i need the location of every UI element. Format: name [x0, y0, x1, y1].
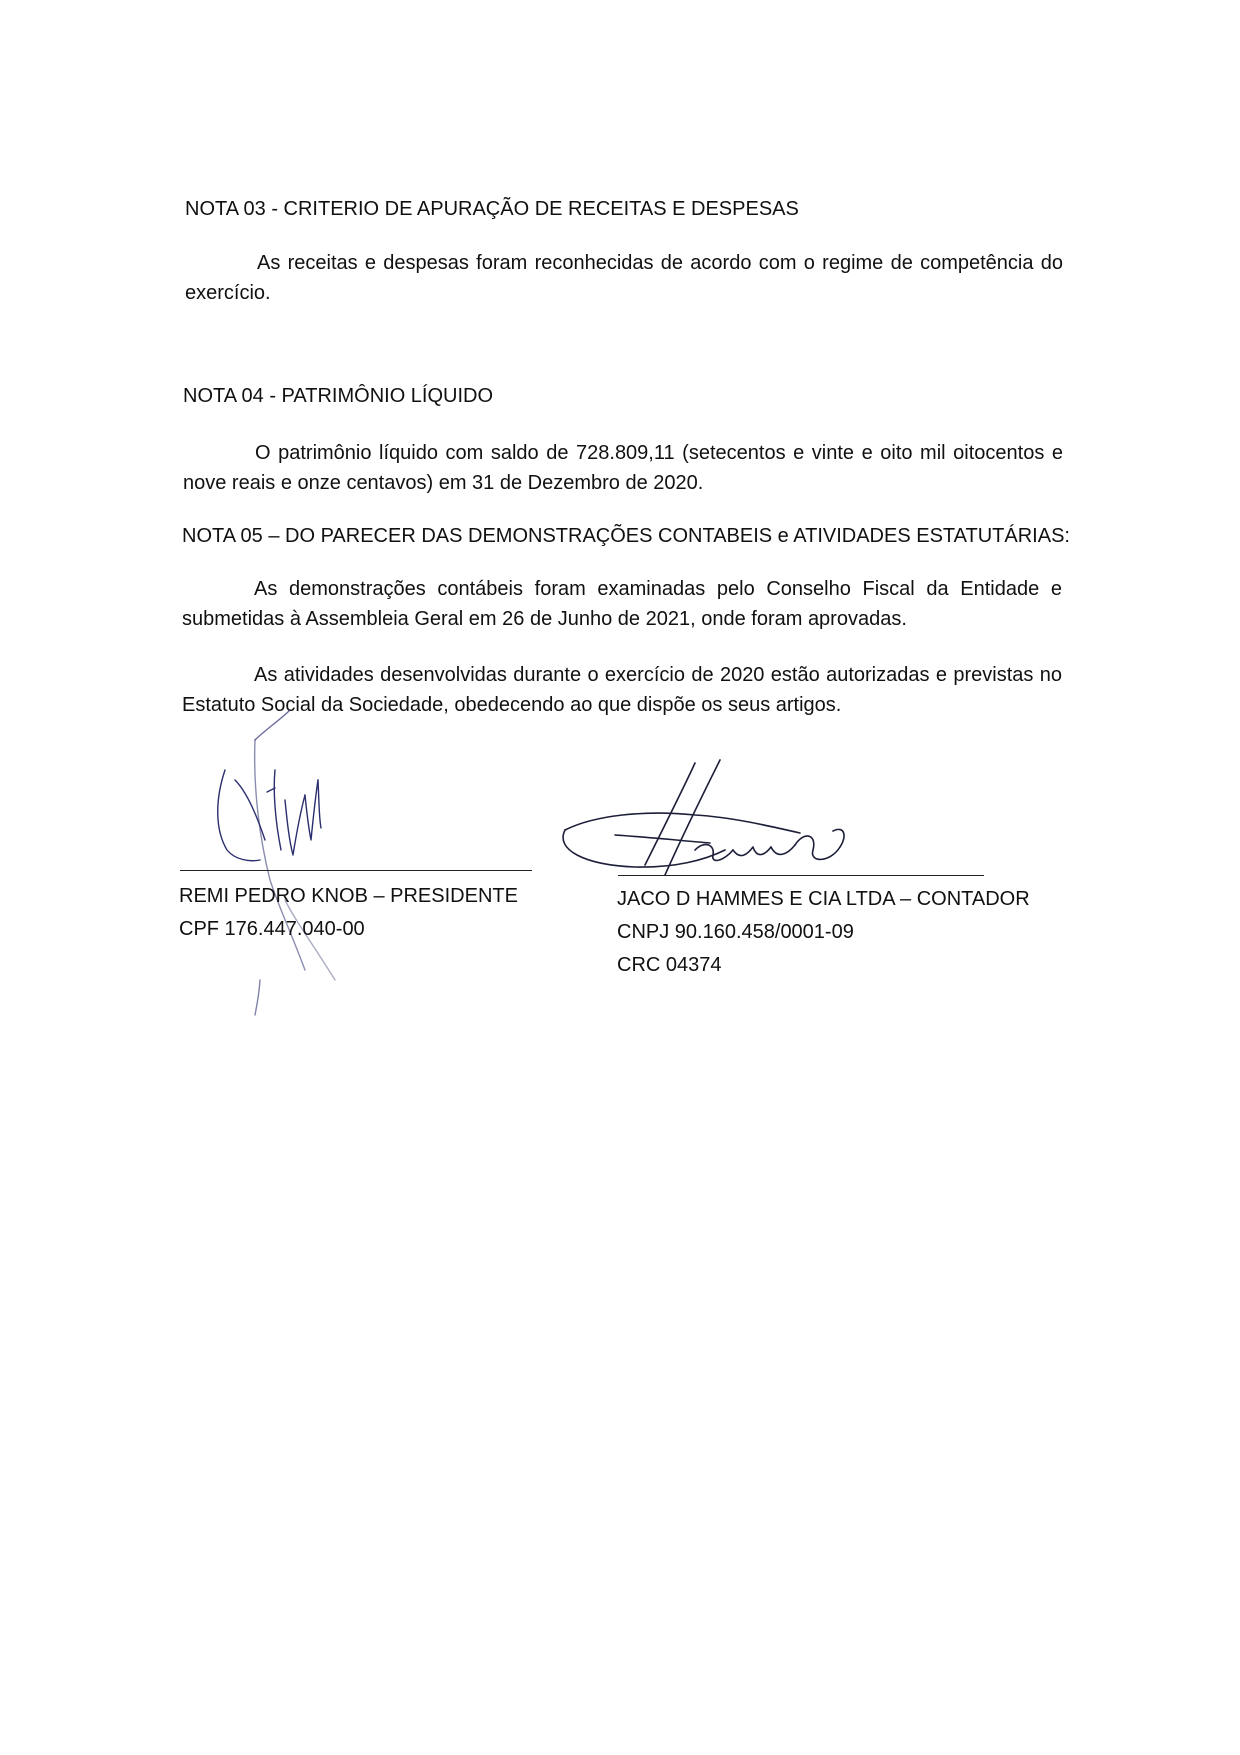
note-05-paragraph-1: As demonstrações contábeis foram examinadas pelo Conselho Fiscal da Entidade e submetidas à Assembleia Geral em 26 de Junho de 2021, onde foram aprovadas.: [182, 578, 1062, 630]
note-05-paragraph-2: As atividades desenvolvidas durante o exercício de 2020 estão autorizadas e previstas no Estatuto Social da Sociedade, obedecendo ao que dispõe os seus artigos.: [182, 664, 1062, 716]
president-signature: [215, 700, 365, 1020]
note-03-heading: NOTA 03 - CRITERIO DE APURAÇÃO DE RECEITAS E DESPESAS: [185, 198, 799, 220]
note-03-paragraph: As receitas e despesas foram reconhecidas de acordo com o regime de competência do exercício.: [185, 252, 1063, 304]
president-cpf: CPF 176.447.040-00: [179, 918, 365, 940]
president-name-role: REMI PEDRO KNOB – PRESIDENTE: [179, 885, 518, 907]
note-05-heading: NOTA 05 – DO PARECER DAS DEMONSTRAÇÕES CONTABEIS e ATIVIDADES ESTATUTÁRIAS:: [182, 525, 1070, 547]
accountant-cnpj: CNPJ 90.160.458/0001-09: [617, 921, 854, 943]
note-04-paragraph: O patrimônio líquido com saldo de 728.809,11 (setecentos e vinte e oito mil oitocentos e nove reais e onze centavos) em 31 de Dezembro de 2020.: [183, 442, 1063, 494]
note-04-heading: NOTA 04 - PATRIMÔNIO LÍQUIDO: [183, 385, 494, 407]
president-signature-line: [180, 870, 532, 871]
accountant-crc: CRC 04374: [617, 954, 722, 976]
accountant-signature: [555, 755, 895, 885]
accountant-signature-line: [618, 875, 984, 876]
accountant-name-role: JACO D HAMMES E CIA LTDA – CONTADOR: [617, 888, 1030, 910]
